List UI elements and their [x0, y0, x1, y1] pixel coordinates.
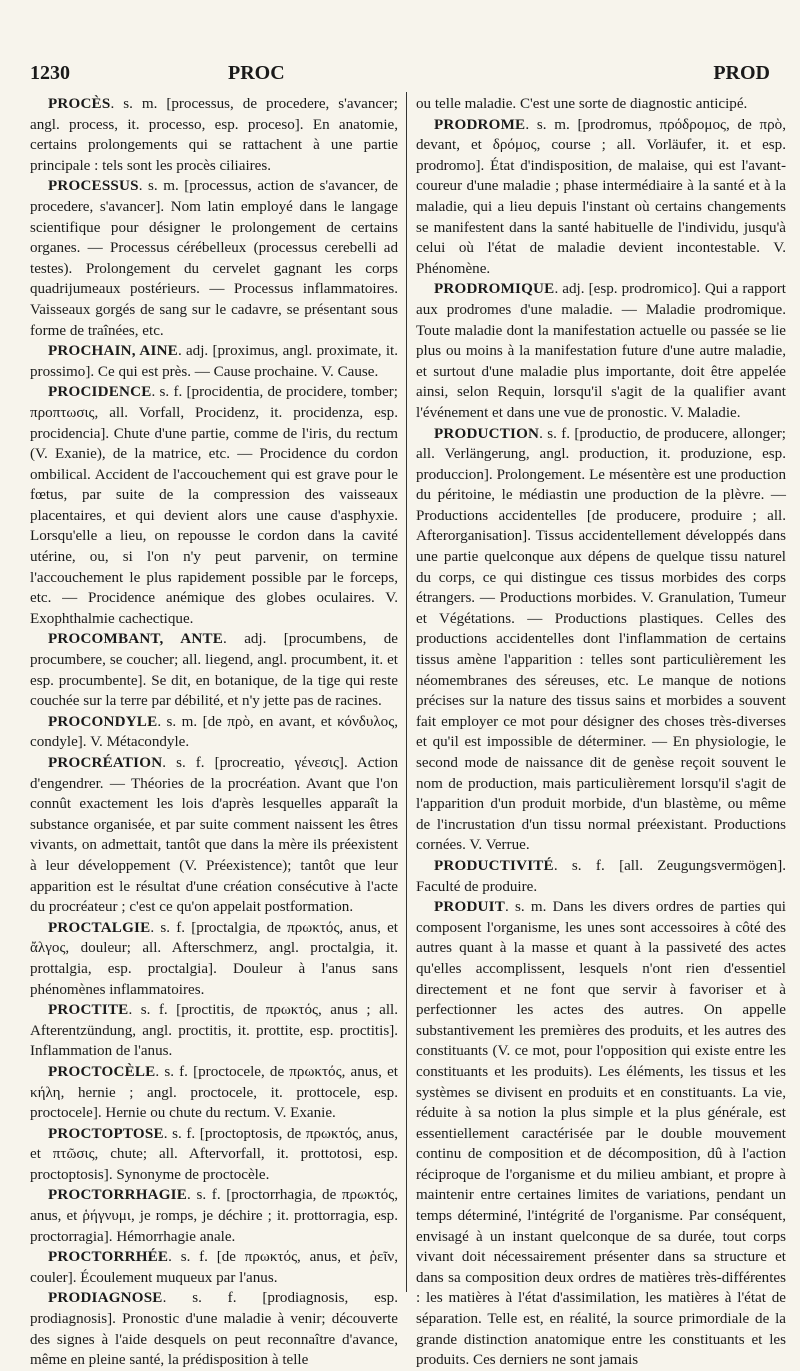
- entry-headword: PRODROMIQUE: [434, 281, 555, 298]
- entry-headword: PROCTALGIE: [48, 919, 151, 936]
- entry-text: . s. f. [procreatio, γένεσις]. Action d'engendrer. — Théories de la procréation. Avant que l'on connût exactement les lois d'après lesquelles apparaît la substance organisée, et par suite comment naissent les êtres vivants, on admettait, tantôt que dans la mère ils préexistent à leur développement (V. Préexistence); tantôt que leur apparition est le résultat d'une création consécutive à l'acte du procréateur ; c'est ce qu'on appelait postformation.: [30, 755, 398, 916]
- entry-headword: PRODIAGNOSE: [48, 1290, 163, 1307]
- entry-headword: PRODUIT: [434, 899, 506, 916]
- entry: [30, 1185, 398, 1247]
- entry-continuation: [416, 94, 786, 115]
- entry: [416, 115, 786, 280]
- entry-text: . adj. [procumbens, de procumbere, se coucher; all. liegend, angl. procumbent, it. et esp. procumbente]. Se dit, en botanique, de la tige qui reste couchée sur la terre par débilité, et n'y jette pas de racines.: [30, 631, 398, 710]
- entry: [30, 1124, 398, 1186]
- entry: [30, 712, 398, 753]
- entry: [30, 176, 398, 341]
- entry: [30, 382, 398, 629]
- entry-headword: PROCIDENCE: [48, 384, 152, 401]
- entry-text: . adj. [proximus, angl. proximate, it. prossimo]. Ce qui est près. — Cause prochaine. V. Cause.: [30, 343, 398, 380]
- entry-text: . s. m. [processus, de procedere, s'avancer; angl. process, it. processo, esp. proceso]. En anatomie, certains prolongements qui se rattachent à une partie principale : tels sont les procès ciliaires.: [30, 96, 398, 174]
- running-header: [30, 62, 770, 88]
- entry-headword: PROCESSUS: [48, 178, 139, 195]
- entry: [30, 753, 398, 918]
- column-divider: [406, 92, 407, 1292]
- entry-text: . s. f. [proctitis, de πρωκτός, anus ; all. Afterentzündung, angl. proctitis, it. prottite, esp. proctitis]. Inflammation de l'anus.: [30, 1002, 398, 1060]
- entry-headword: PRODUCTIVITÉ: [434, 857, 554, 874]
- entry-headword: PRODROME: [434, 116, 526, 133]
- entry: [30, 341, 398, 382]
- right-guide-word: PROD: [713, 62, 770, 84]
- entry-headword: PROCOMBANT, ANTE: [48, 631, 224, 648]
- entry-text: . s. f. [proctalgia, de πρωκτός, anus, et ἄλγος, douleur; all. Afterschmerz, angl. proctalgia, it. prottalgia, esp. proctalgia]. Douleur à l'anus sans phénomènes inflammatoires.: [30, 919, 398, 998]
- entry: [30, 918, 398, 1000]
- entry: [416, 856, 786, 897]
- entry-headword: PROCTITE: [48, 1002, 129, 1019]
- entry-headword: PROCONDYLE: [48, 713, 158, 730]
- entry-text: . adj. [esp. prodromico]. Qui a rapport aux prodromes d'une maladie. — Maladie prodromique. Toute maladie dont la manifestation actuelle ou passée se lie plus ou moins à la manifestation future d'une autre maladie, et surtout d'une maladie plus importante, doit être appelée ainsi, selon Requin, lorsqu'il s'agit de la qualifier avant l'événement et dans une vue de pronostic. V. Maladie.: [416, 281, 786, 421]
- entry-text: . s. m. [de πρὸ, en avant, et κόνδυλος, condyle]. V. Métacondyle.: [30, 713, 398, 751]
- entry-text: . s. f. [proctoptosis, de πρωκτός, anus, et πτῶσις, chute; all. Aftervorfall, it. prottotosi, esp. proctoptosis]. Synonyme de proctocèle.: [30, 1125, 398, 1183]
- entry: [30, 1247, 398, 1288]
- entry: [30, 1288, 398, 1370]
- entry: [416, 279, 786, 423]
- entry-text: . s. f. [proctorrhagia, de πρωκτός, anus, et ῥήγνυμι, je romps, je déchire ; it. prottorragia, esp. proctorragia]. Hémorrhagie anale.: [30, 1187, 398, 1245]
- entry-text: . s. f. [procidentia, de procidere, tomber; προπτωσις, all. Vorfall, Procidenz, it. procidenza, esp. procidencia]. Chute d'une partie, comme de l'iris, du rectum (V. Exanie), de la matrice, etc. — Procidence du cordon ombilical. Accident de l'accouchement qui est grave pour le fœtus, par suite de la compression des vaisseaux placentaires, et qui devient alors une cause d'asphyxie. Lorsqu'elle a lieu, on repousse le cordon dans la cavité utérine, ou, si l'on n'y peut parvenir, on termine l'accouchement le plus rapidement possible par le forceps, etc. — Procidence anémique des globes oculaires. V. Exophthalmie cachectique.: [30, 384, 398, 627]
- entry-headword: PRODUCTION: [434, 425, 540, 442]
- entry-headword: PROCHAIN, AINE: [48, 343, 178, 360]
- entry-headword: PROCTOCÈLE: [48, 1063, 156, 1080]
- entry-text: . s. f. [productio, de producere, allonger; all. Verlängerung, angl. production, it. produzione, esp. produccion]. Prolongement. Le mésentère est une production du péritoine, le médiastin une production de la plèvre. — Productions accidentelles [de producere, produire ; all. Afterorganisation]. Tissus accidentellement développés dans une partie quelconque aux dépens de quelque tissu naturel du corps, ce qui distingue ces tissus morbides des corps étrangers. — Productions morbides. V. Granulation, Tumeur et Végétations. — Productions plastiques. Celles des productions accidentelles dont l'inflammation de certains tissus amène l'apparition : telles sont particulièrement les néomembranes des séreuses, etc. Le manque de notions précises sur la nature des tissus sains et morbides a souvent fait employer ce mot pour désigner des choses très-diverses et qu'il est impossible de déterminer. — En physiologie, le second mode de naissance dit de genèse reçoit souvent le nom de production, mais particulièrement lorsqu'il s'agit de l'apparition d'un produit morbide, d'un blastème, ou même de l'incrustation d'un tissu normal préexistant. Productions cornées. V. Verrue.: [416, 425, 786, 854]
- left-column: [30, 94, 398, 1369]
- entry-headword: PROCTORRHAGIE: [48, 1187, 188, 1204]
- entry-text: . s. m. [processus, action de s'avancer, de procedere, s'avancer]. Nom latin employé dans le langage scientifique pour désigner le prolongement de certains organes. — Processus cérébelleux (processus cerebelli ad testes). Prolongement du cervelet gagnant les corps quadrijumeaux postérieurs. — Processus inflammatoires. Vaisseaux gorgés de sang sur le cadavre, se présentant sous forme de traînées, etc.: [30, 178, 398, 339]
- entry-text: . s. m. Dans les divers ordres de parties qui composent l'organisme, les unes sont accessoires à côté des autres quant à la masse et quant à la passiveté des actes qu'elles accomplissent, lesquels n'ont rien d'essentiel directement et ne font que servir à favoriser et à perfectionner les actes des autres. On appelle substantivement les premières des produits, et les autres des constituants (V. ce mot, pour l'opposition qui existe entre les constituants et les produits). Les éléments, les tissus et les systèmes se divisent en produits et en constituants. La vie, réduite à sa notion la plus simple et la plus générale, est essentiellement caractérisée par le double mouvement continu de composition et de décomposition, dû à l'action réciproque de l'organisme et du milieu ambiant, et propre à maintenir entre certaines limites de variations, pendant un temps déterminé, l'intégrité de l'organisme. Par conséquent, envisagé à un instant quelconque de sa durée, tout corps vivant doit nécessairement présenter dans sa structure et dans sa composition deux ordres de matières très-différentes : les matières à l'état d'assimilation, les matières à l'état de séparation. Telle est, en réalité, la source primordiale de la grande distinction anatomique entre les constituants et les produits. Ces derniers ne sont jamais: [416, 899, 786, 1369]
- entry: [30, 94, 398, 176]
- right-column: [416, 94, 786, 1369]
- entry-headword: PROCTOPTOSE: [48, 1125, 164, 1142]
- entry: [30, 629, 398, 711]
- entry-text: . s. f. [all. Zeugungsvermögen]. Faculté de produire.: [416, 857, 786, 895]
- entry: [30, 1000, 398, 1062]
- entry-text: . s. f. [de πρωκτός, anus, et ῥεῖν, couler]. Écoulement muqueux par l'anus.: [30, 1249, 398, 1286]
- entry-text: . s. f. [proctocele, de πρωκτός, anus, et κήλη, hernie ; angl. proctocele, it. prottocele, esp. proctocele]. Hernie ou chute du rectum. V. Exanie.: [30, 1063, 398, 1122]
- entry-headword: PROCÈS: [48, 96, 111, 112]
- entry-text: . s. f. [prodiagnosis, esp. prodiagnosis]. Pronostic d'une maladie à venir; découverte des signes à l'aide desquels on peut reconnaître d'avance, même en pleine santé, la prédisposition à telle: [30, 1290, 398, 1369]
- entry: [416, 424, 786, 856]
- page-number: 1230: [30, 62, 70, 84]
- entry-headword: PROCRÉATION: [48, 755, 163, 771]
- left-guide-word: PROC: [228, 62, 285, 84]
- entry: [416, 897, 786, 1371]
- entry-text: . s. m. [prodromus, πρόδρομος, de πρὸ, devant, et δρόμος, course ; all. Vorläufer, it. et esp. prodromo]. État d'indisposition, de malaise, qui est l'avant-coureur d'une maladie ; phase intermédiaire à la santé et à la maladie, qui a lieu depuis l'instant où certains changements se manifestent dans la santé habituelle de l'individu, jusqu'à celui où l'état de maladie devient incontestable. V. Phénomène.: [416, 116, 786, 277]
- entry: [30, 1062, 398, 1124]
- entry-text: ou telle maladie. C'est une sorte de diagnostic anticipé.: [416, 96, 748, 112]
- entry-headword: PROCTORRHÉE: [48, 1249, 169, 1266]
